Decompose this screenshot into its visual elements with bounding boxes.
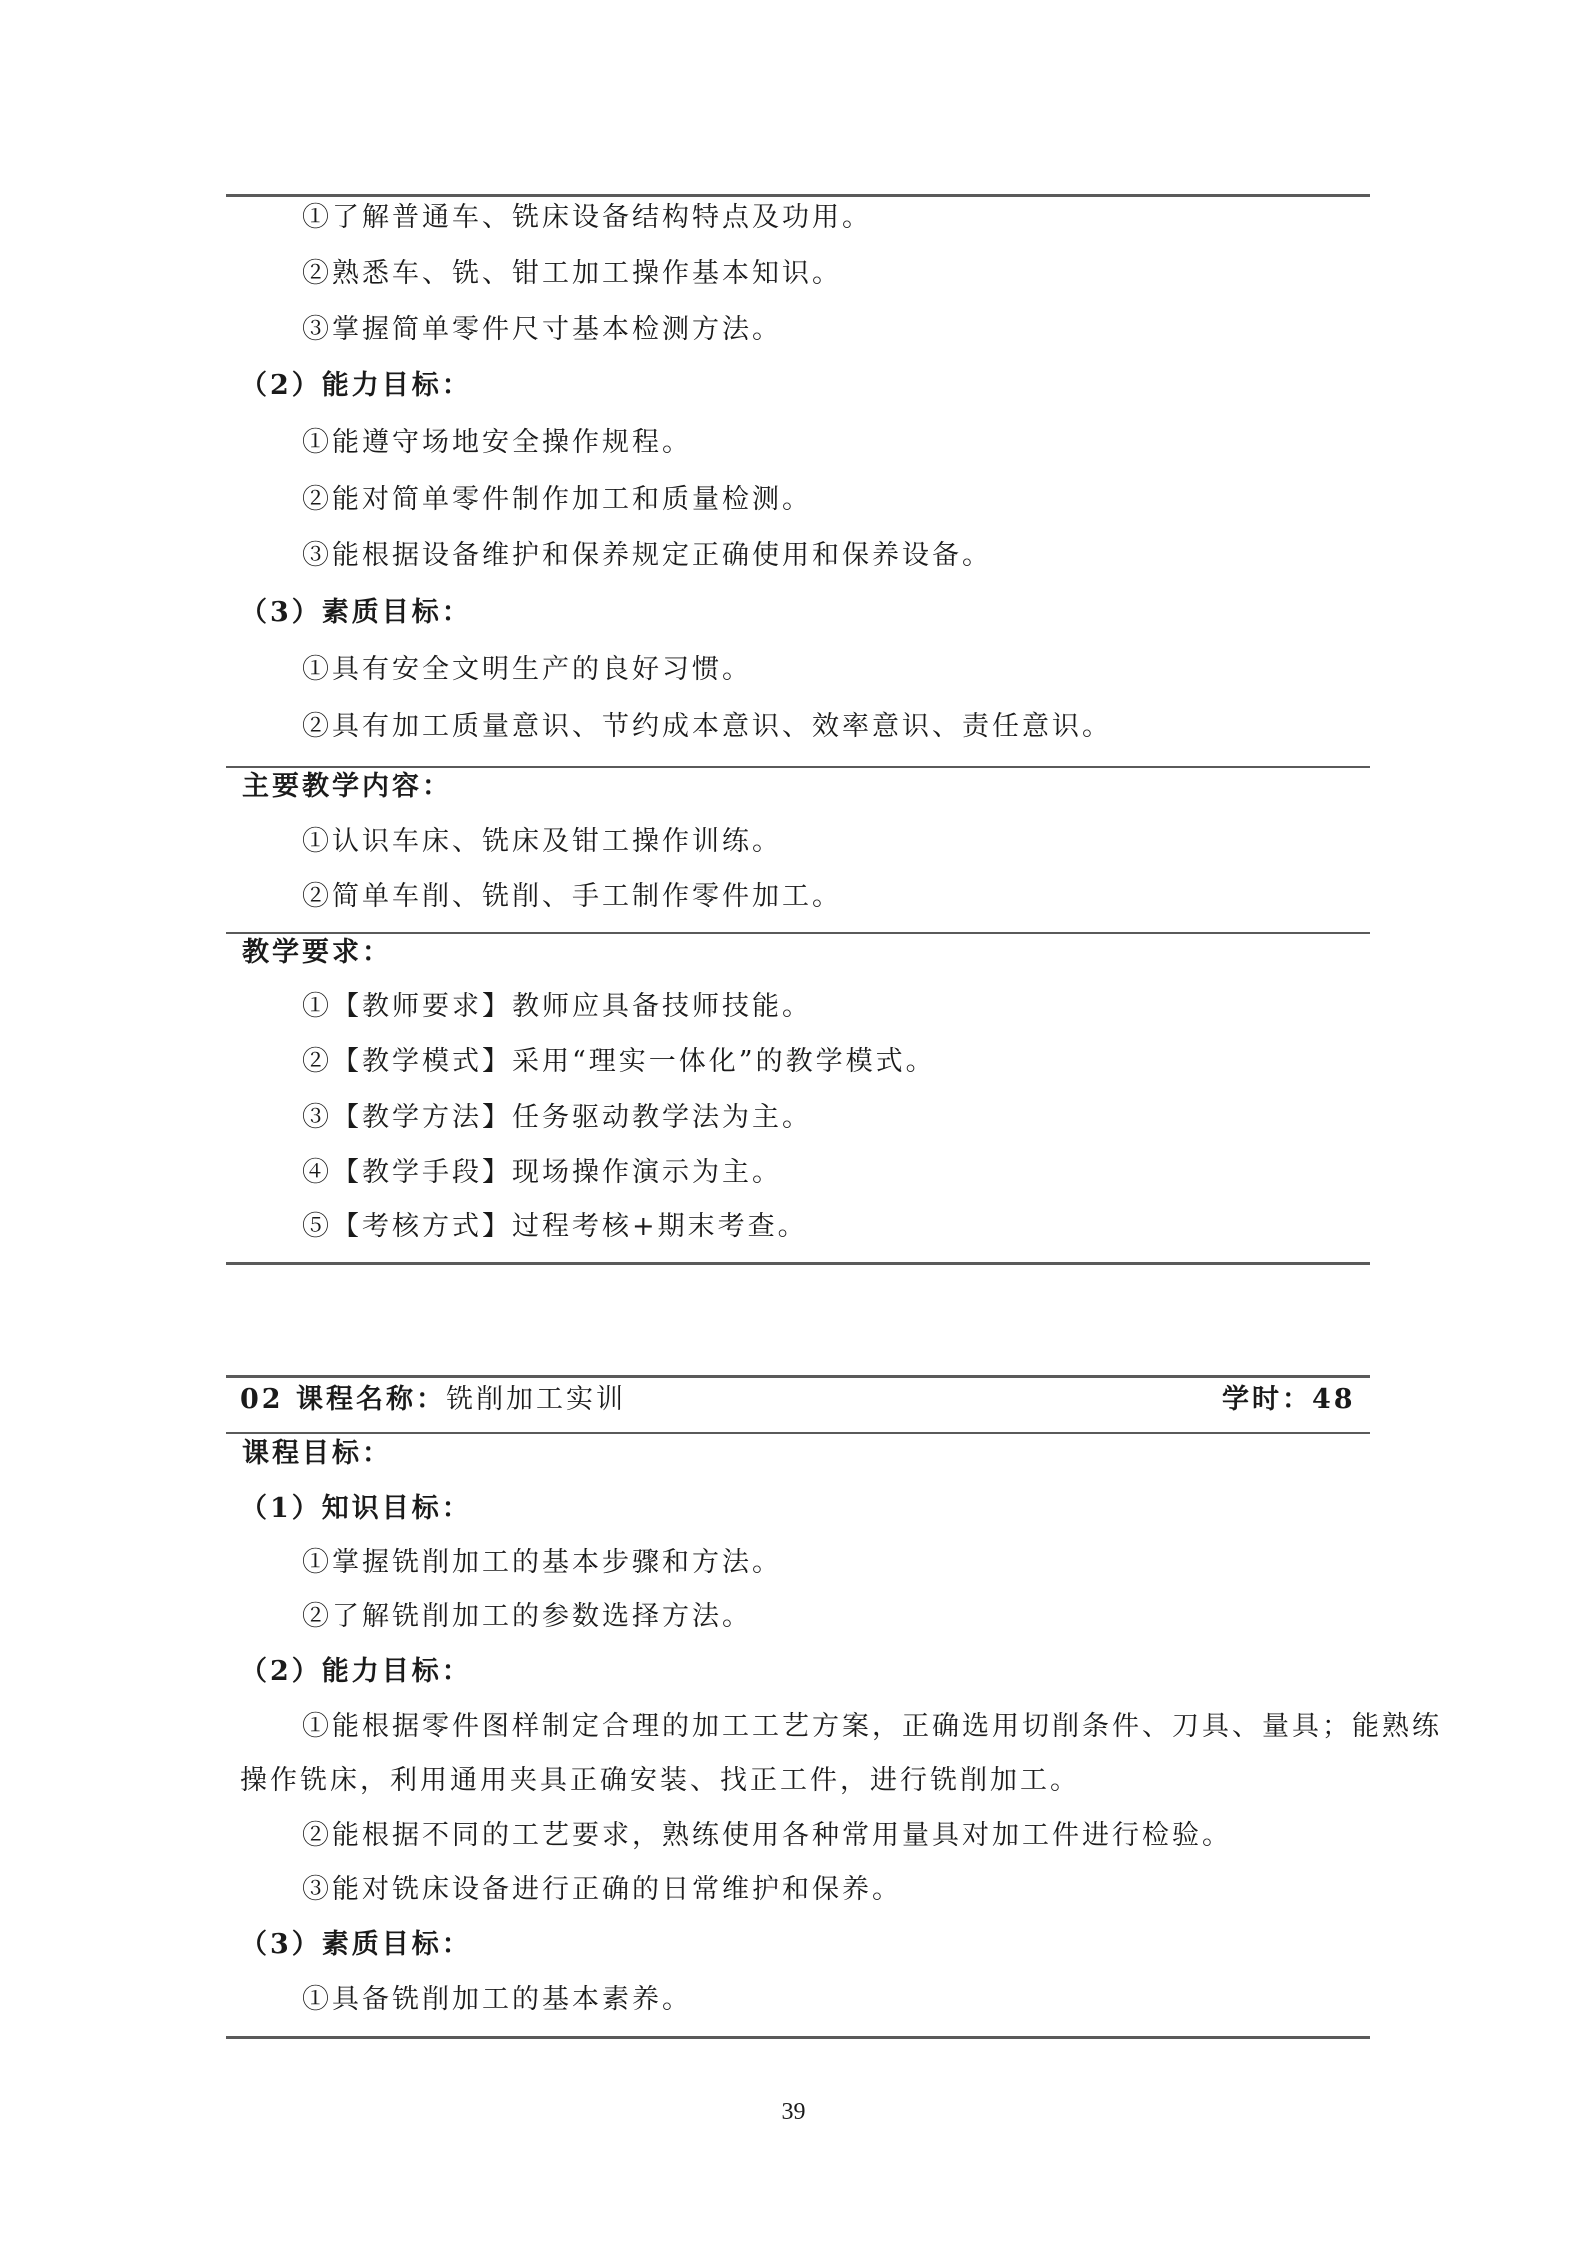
knowledge-item-1: ①掌握铣削加工的基本步骤和方法。 <box>302 1547 782 1578</box>
ability-item-3: ③能根据设备维护和保养规定正确使用和保养设备。 <box>302 540 992 571</box>
knowledge-item-3: ③掌握简单零件尺寸基本检测方法。 <box>302 314 782 345</box>
quality-heading: （3）素质目标： <box>240 1929 472 1960</box>
content-heading: 主要教学内容： <box>242 771 452 802</box>
bottom-rule <box>226 2036 1370 2039</box>
ability-item-1-continued: 操作铣床，利用通用夹具正确安装、找正工件，进行铣削加工。 <box>240 1765 1080 1796</box>
section-divider <box>226 932 1370 934</box>
ability-item-1: ①能遵守场地安全操作规程。 <box>302 427 692 458</box>
requirement-item-3: ③【教学方法】任务驱动教学法为主。 <box>302 1102 812 1133</box>
requirement-item-2: ②【教学模式】采用“理实一体化”的教学模式。 <box>302 1046 936 1077</box>
requirement-item-4: ④【教学手段】现场操作演示为主。 <box>302 1157 782 1188</box>
section-divider <box>226 1432 1370 1434</box>
content-item-1: ①认识车床、铣床及钳工操作训练。 <box>302 826 782 857</box>
section-divider <box>226 766 1370 768</box>
quality-heading: （3）素质目标： <box>240 597 472 628</box>
knowledge-item-1: ①了解普通车、铣床设备结构特点及功用。 <box>302 202 872 233</box>
top-rule <box>226 194 1370 197</box>
quality-item-2: ②具有加工质量意识、节约成本意识、效率意识、责任意识。 <box>302 711 1112 742</box>
quality-item-1: ①具有安全文明生产的良好习惯。 <box>302 654 752 685</box>
course-label: 02 课程名称： <box>240 1384 446 1415</box>
quality-item-1: ①具备铣削加工的基本素养。 <box>302 1984 692 2015</box>
requirement-item-5: ⑤【考核方式】过程考核+期末考查。 <box>302 1211 808 1242</box>
requirements-heading: 教学要求： <box>242 937 392 968</box>
page-number: 39 <box>781 2099 806 2125</box>
objectives-heading: 课程目标： <box>242 1438 392 1469</box>
ability-heading: （2）能力目标： <box>240 1656 472 1687</box>
ability-item-2: ②能根据不同的工艺要求，熟练使用各种常用量具对加工件进行检验。 <box>302 1820 1232 1851</box>
ability-heading: （2）能力目标： <box>240 370 472 401</box>
course-hours: 学时：48 <box>1222 1384 1356 1415</box>
knowledge-item-2: ②了解铣削加工的参数选择方法。 <box>302 1601 752 1632</box>
requirement-item-1: ①【教师要求】教师应具备技师技能。 <box>302 991 812 1022</box>
knowledge-item-2: ②熟悉车、铣、钳工加工操作基本知识。 <box>302 258 842 289</box>
content-item-2: ②简单车削、铣削、手工制作零件加工。 <box>302 881 842 912</box>
ability-item-1: ①能根据零件图样制定合理的加工工艺方案，正确选用切削条件、刀具、量具；能熟练 <box>302 1711 1442 1742</box>
ability-item-3: ③能对铣床设备进行正确的日常维护和保养。 <box>302 1874 902 1905</box>
top-rule <box>226 1375 1370 1378</box>
bottom-rule <box>226 1262 1370 1265</box>
knowledge-heading: （1）知识目标： <box>240 1493 472 1524</box>
course-name: 铣削加工实训 <box>446 1384 626 1415</box>
ability-item-2: ②能对简单零件制作加工和质量检测。 <box>302 484 812 515</box>
